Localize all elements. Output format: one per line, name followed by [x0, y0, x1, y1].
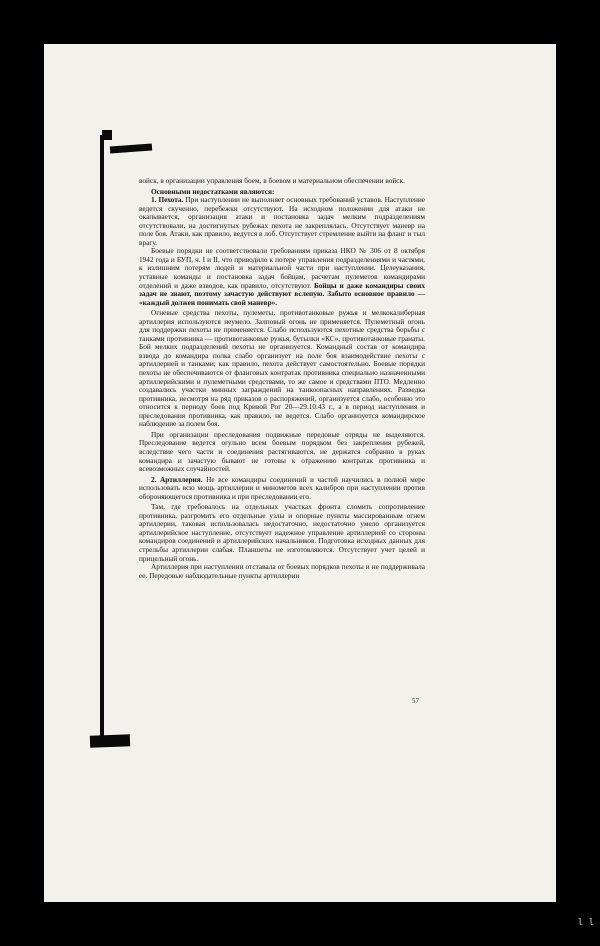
document-text: [139, 177, 425, 580]
section2-text-1: Не все командиры соединений и частей научились в полной мере использовать всю мощь артиллерии и минометов всех калибров при наступлении против обороняющегося противника и при преследовании его.: [139, 474, 425, 501]
section1-paragraph-3: Огневые средства пехоты, пулеметы, противотанковые ружья и мелкокалиберная артиллерия используются неумело. Залповый огонь не применяется. Пулеметный огонь для поддержки пехоты не применяется. Слабо используются пехотные средства борьбы с танками противника — противотанковые ружья, бутылки «КС», противотанковые гранаты. Бой мелких подразделений пехоты не организуется. Командный состав от командира взвода до командира полка слабо организует на поле боя взаимодействие пехоты с артиллерией и танками; как правило, пехота действует самостоятельно. Боевые порядки пехоты не обеспечиваются от фланговых контратак противника специально назначенными артиллерийскими и пулеметными средствами, то же самое и средствами ПТО. Медленно создавались участки минных заграждений на танкоопасных направлениях. Разведка противника, несмотря на ряд приказов о распоряжений, организуется слабо, особенно это относится к периоду боев под Кривой Рог 20—29.10.43 г., а в период наступления и преследования противника, как правило, не ведется. Слабо организуется командирское наблюдение за полем боя.: [139, 308, 425, 429]
section1-text-2: Боевые порядки не соответствовали требованиям приказа НКО № 306 от 8 октября 1942 года и БУП, ч. I и II, что приводило к потере управления подразделениями и частями, к излишним потерям людей и материальной части при наступлении. Целеуказания, уставные команды и постановка задач бойцам, расчетам пулеметов командирами отделений и даже взводов, как правило, отсутствуют.: [139, 246, 425, 290]
binding-mark-bottom: [90, 734, 130, 747]
section2-paragraph-3: Артиллерия при наступлении отставала от боевых порядков пехоты и не поддерживала ее. Передовые наблюдательные пункты артиллерии: [139, 562, 425, 580]
section1-text-2-bold: Бойцы и даже командиры своих задач не знают, поэтому зачастую действуют вслепую. Забыто основное правило — «каждый должен понимать свой маневр».: [139, 280, 425, 307]
shortcomings-heading: Основными недостатками являются:: [151, 186, 275, 196]
intro-paragraph: войск, в организации управления боем, в боевом и материальном обеспечении войск.: [139, 176, 405, 185]
section2-paragraph-1: [139, 476, 425, 502]
section1-paragraph-2: [139, 247, 425, 307]
section2-title: 2. Артиллерия.: [151, 474, 203, 484]
binding-mark-vertical: [100, 135, 104, 745]
section1-paragraph-4: При организации преследования подвижные передовые отряды не выделяются. Преследование ведется огульно всем боевым порядком без закрепления рубежей, вследствие чего части и соединения растягиваются, не держатся собранно в руках командира и зачастую бывают не готовы к отражению контратак противника и всевозможных случайностей.: [139, 429, 425, 474]
section2-paragraph-2: Там, где требовалось на отдельных участках фронта сломить сопротивление противника, разгромить его отдельные узлы и опорные пункты массированным огнем артиллерии, таковая использовалась недостаточно, недостаточно умело организуется артиллерийское наступление, отсутствует надежное управление артиллерией со стороны командиров соединений и артиллерийских начальников. Подготовка исходных данных для стрельбы артиллерии слабая. Планшеты не изготовляются. Отсутствует учет целей и прицельный огонь.: [139, 502, 425, 563]
section1-text-1: При наступлении не выполняет основных требований уставов. Наступление ведется скученно, перебежки отсутствуют. На исходном положении для атаки не окапывается, организация атаки и постановка задач мелким подразделениям отсутствовали, на достигнутых рубежах пехота не закреплялась. Отсутствует маневр на поле боя. Атаки, как правило, ведутся в лоб. Отсутствует стремление выйти на фланг и тыл врагу.: [139, 195, 425, 247]
section1-title: 1. Пехота.: [151, 195, 184, 205]
section1-paragraph-1: [139, 196, 425, 247]
page-number: 57: [412, 697, 419, 705]
scan-edge-marks: l l: [577, 918, 594, 928]
